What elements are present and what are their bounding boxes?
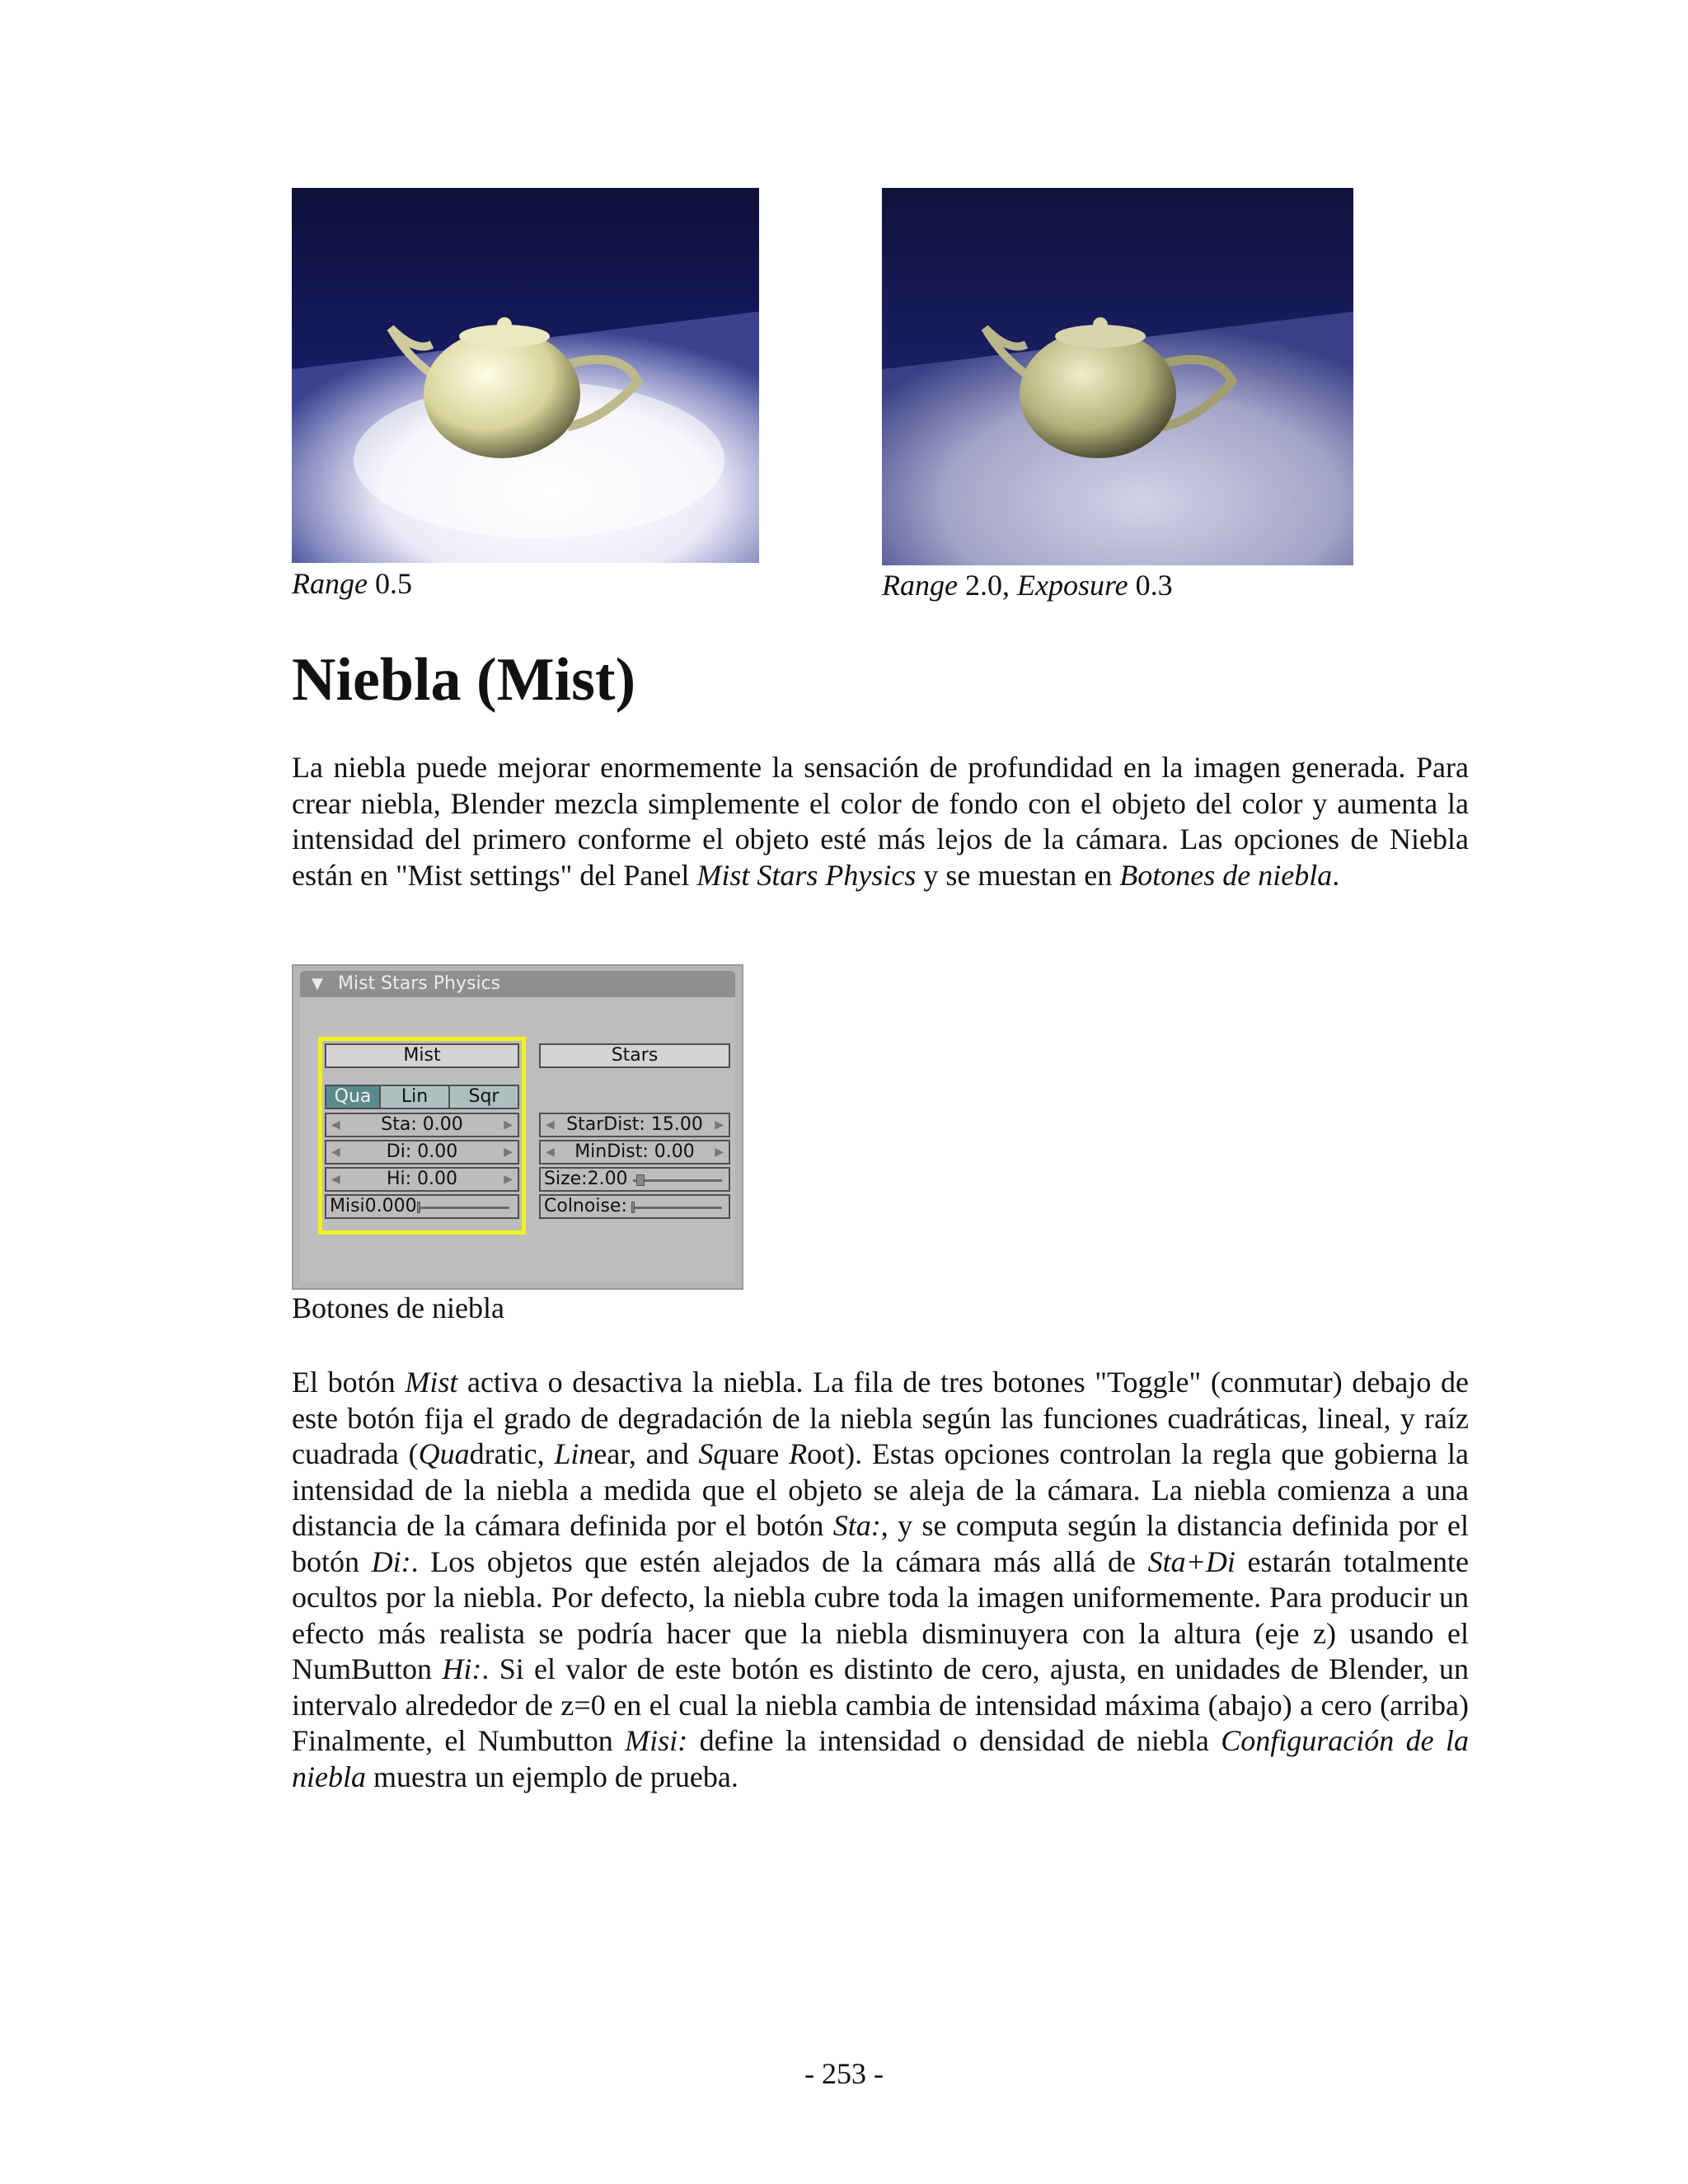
paragraph-text: uare (728, 1437, 790, 1470)
intro-text-c: . (1332, 858, 1340, 892)
mindist-numbutton[interactable] (539, 1140, 730, 1165)
sta-value: Sta: 0.00 (381, 1114, 463, 1135)
di-numbutton[interactable] (325, 1140, 519, 1165)
mist-stars-physics-panel (292, 964, 743, 1290)
caption-italic: Range (292, 567, 368, 600)
decrement-arrow-icon[interactable]: ◀ (331, 1118, 340, 1132)
size-value: Size:2.00 (544, 1169, 628, 1189)
mist-button[interactable]: Mist (325, 1043, 519, 1068)
misi-value: Misi0.000 (330, 1196, 417, 1216)
paragraph-text: define la intensidad o densidad de niebla (687, 1724, 1221, 1757)
paragraph-text: , y se computa según la distancia definida por el botón (292, 1509, 1469, 1578)
size-slider[interactable] (539, 1167, 730, 1192)
increment-arrow-icon[interactable]: ▶ (504, 1173, 513, 1186)
intro-italic-b: Botones de niebla (1119, 858, 1333, 892)
caption-italic-exposure: Exposure (1016, 569, 1128, 602)
hi-numbutton[interactable] (325, 1167, 519, 1192)
slider-knob[interactable] (417, 1202, 420, 1213)
mist-explanation-paragraph (292, 1365, 1469, 1795)
stars-button[interactable]: Stars (539, 1043, 730, 1068)
paragraph-italic-term: Hi: (442, 1652, 482, 1685)
paragraph-italic-term: Qua (418, 1437, 470, 1470)
intro-text-b: y se muestan en (916, 858, 1120, 892)
increment-arrow-icon[interactable]: ▶ (504, 1118, 513, 1132)
mist-mode-sqr-button[interactable]: Sqr (448, 1085, 519, 1109)
paragraph-text: ear, and (593, 1437, 699, 1470)
di-value: Di: 0.00 (386, 1141, 458, 1162)
decrement-arrow-icon[interactable]: ◀ (546, 1146, 555, 1159)
decrement-arrow-icon[interactable]: ◀ (546, 1118, 555, 1132)
colnoise-value: Colnoise: (544, 1196, 627, 1216)
decrement-arrow-icon[interactable]: ◀ (331, 1146, 340, 1159)
panel-header[interactable] (300, 971, 735, 997)
hi-value: Hi: 0.00 (386, 1169, 458, 1189)
panel-title: Mist Stars Physics (338, 973, 501, 994)
sta-numbutton[interactable] (325, 1113, 519, 1137)
caption-italic-range: Range (882, 569, 958, 602)
paragraph-text: muestra un ejemplo de prueba. (365, 1760, 738, 1793)
paragraph-italic-term: Sta+Di (1147, 1544, 1236, 1578)
mist-mode-qua-button[interactable]: Qua (325, 1085, 381, 1109)
intro-paragraph (292, 750, 1469, 893)
paragraph-italic-term: R (789, 1437, 808, 1470)
caption-text-exposure: 0.3 (1128, 569, 1173, 602)
figure-caption-2 (882, 569, 1173, 602)
teapot-render-range-2-0 (882, 188, 1353, 565)
misi-slider[interactable] (325, 1194, 519, 1219)
paragraph-italic-term: Configuración de la niebla (292, 1724, 1469, 1793)
paragraph-text: estarán totalmente ocultos por la niebla. Por defecto, la niebla cubre toda la imagen uniformemente. Para producir un efecto más realista se podría hacer que la niebla disminuyera con la altura (eje z) usando el NumButton (292, 1544, 1469, 1685)
teapot-render-range-0-5 (292, 188, 759, 563)
slider-track (419, 1207, 509, 1209)
slider-track (633, 1179, 722, 1182)
slider-track (633, 1207, 722, 1209)
paragraph-italic-term: Di: (371, 1544, 411, 1578)
colnoise-slider[interactable] (539, 1194, 730, 1219)
mist-mode-lin-button[interactable]: Lin (379, 1085, 450, 1109)
increment-arrow-icon[interactable]: ▶ (504, 1146, 513, 1159)
caption-text: 0.5 (367, 567, 412, 600)
paragraph-text: . Si el valor de este botón es distinto de cero, ajusta, en unidades de Blender, un intervalo alrededor de z=0 en el cual la niebla cambia de intensidad máxima (abajo) a cero (arriba) Finalmente, el Numbutton (292, 1652, 1470, 1757)
paragraph-text: dratic, (469, 1437, 555, 1470)
collapse-triangle-icon[interactable]: ▼ (312, 975, 323, 992)
paragraph-text: oot). Estas opciones controlan la regla que gobierna la intensidad de la niebla a medida que el objeto se aleja de la cámara. La niebla comienza a una distancia de la cámara definida por el botón (292, 1437, 1469, 1542)
paragraph-italic-term: Misi: (625, 1724, 688, 1757)
slider-knob[interactable] (636, 1174, 645, 1186)
stardist-numbutton[interactable] (539, 1113, 730, 1137)
caption-text-range: 2.0, (957, 569, 1017, 602)
paragraph-italic-term: Mist (405, 1366, 458, 1399)
decrement-arrow-icon[interactable]: ◀ (331, 1173, 340, 1186)
intro-text-a: La niebla puede mejorar enormemente la sensación de profundidad en la imagen generada. Para crear niebla, Blender mezcla simplemente el color de fondo con el objeto del color y aumenta la intensidad del primero conforme el objeto esté más lejos de la cámara. Las opciones de Niebla están en "Mist settings" del Panel (292, 751, 1469, 892)
paragraph-italic-term: Sta: (832, 1509, 881, 1542)
figure-caption-1 (292, 567, 412, 600)
paragraph-italic-term: Lin (554, 1437, 594, 1470)
paragraph-text: El botón (292, 1366, 406, 1399)
paragraph-text: . Los objetos que estén alejados de la cámara más allá de (410, 1544, 1148, 1578)
paragraph-italic-term: Sq (698, 1437, 729, 1470)
increment-arrow-icon[interactable]: ▶ (715, 1146, 724, 1159)
mindist-value: MinDist: 0.00 (574, 1141, 695, 1162)
slider-knob[interactable] (631, 1202, 635, 1213)
stardist-value: StarDist: 15.00 (566, 1114, 703, 1135)
panel-caption: Botones de niebla (292, 1291, 504, 1324)
intro-italic-a: Mist Stars Physics (696, 858, 917, 892)
page-number: - 253 - (804, 2057, 884, 2090)
paragraph-text: activa o desactiva la niebla. La fila de tres botones "Toggle" (conmutar) debajo de este botón fija el grado de degradación de la niebla según las funciones cuadráticas, lineal, y raíz cuadrada ( (292, 1366, 1470, 1470)
panel-body (300, 997, 735, 1282)
increment-arrow-icon[interactable]: ▶ (715, 1118, 724, 1132)
section-heading: Niebla (Mist) (292, 646, 636, 714)
